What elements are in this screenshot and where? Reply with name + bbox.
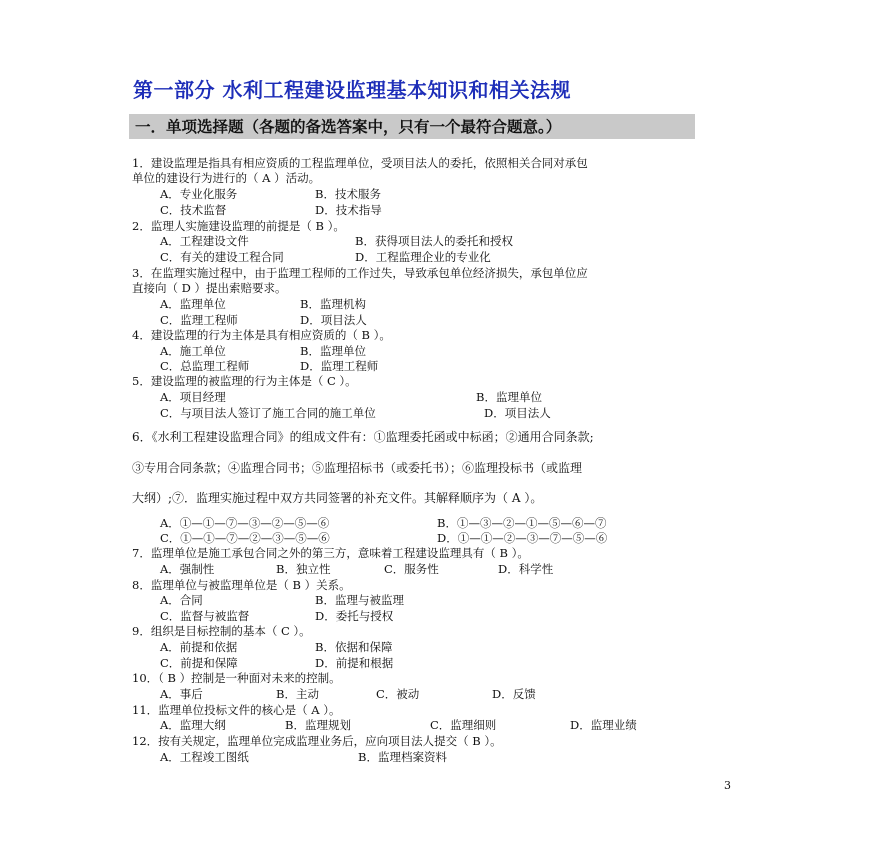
question-5-option-a: A．项目经理 <box>160 390 226 404</box>
question-2-option-d: D．工程监理企业的专业化 <box>355 250 491 264</box>
question-11-option-a: A．监理大纲 <box>160 718 226 732</box>
question-9-text: 9．组织是目标控制的基本（ C ）。 <box>132 624 311 638</box>
question-10-option-a: A．事后 <box>160 687 203 701</box>
question-3-option-d: D．项目法人 <box>300 313 367 327</box>
question-6-option-c: C．①—①—⑦—②—③—⑤—⑥ <box>160 531 330 545</box>
question-1-text-cont: 单位的建设行为进行的（ A ）活动。 <box>132 171 321 185</box>
question-10-option-d: D．反馈 <box>492 687 536 701</box>
question-12-option-a: A．工程竣工图纸 <box>160 750 249 764</box>
question-6-text-cont-1: ③专用合同条款；④监理合同书；⑤监理招标书（或委托书）；⑥监理投标书（或监理 <box>132 461 583 475</box>
question-4-text: 4．建设监理的行为主体是具有相应资质的（ B ）。 <box>132 328 391 342</box>
question-1-option-a: A．专业化服务 <box>160 187 238 201</box>
question-7-text: 7．监理单位是施工承包合同之外的第三方，意味着工程建设监理具有（ B ）。 <box>132 546 529 560</box>
question-6-text: 6．《水利工程建设监理合同》的组成文件有：①监理委托函或中标函；②通用合同条款; <box>132 430 594 444</box>
question-3-option-c: C．监理工程师 <box>160 313 238 327</box>
question-10-option-b: B．主动 <box>276 687 319 701</box>
question-9-option-b: B．依据和保障 <box>315 640 393 654</box>
question-10-option-c: C．被动 <box>376 687 420 701</box>
question-4-option-b: B．监理单位 <box>300 344 366 358</box>
question-6-option-a: A．①—①—⑦—③—②—⑤—⑥ <box>160 516 330 530</box>
question-2-option-b: B．获得项目法人的委托和授权 <box>355 234 513 248</box>
question-9-option-d: D．前提和根据 <box>315 656 394 670</box>
question-1-option-b: B．技术服务 <box>315 187 381 201</box>
question-4-option-a: A．施工单位 <box>160 344 226 358</box>
question-11-text: 11．监理单位投标文件的核心是（ A ）。 <box>132 703 341 717</box>
question-8-text: 8．监理单位与被监理单位是（ B ）关系。 <box>132 578 351 592</box>
question-3-text: 3．在监理实施过程中，由于监理工程师的工作过失，导致承包单位经济损失，承包单位应 <box>132 266 588 280</box>
question-12-option-b: B．监理档案资料 <box>358 750 447 764</box>
question-7-option-a: A．强制性 <box>160 562 215 576</box>
question-8-option-c: C．监督与被监督 <box>160 609 250 623</box>
question-7-option-d: D．科学性 <box>498 562 554 576</box>
question-7-option-b: B．独立性 <box>276 562 331 576</box>
question-3-option-a: A．监理单位 <box>160 297 226 311</box>
section-heading: 一．单项选择题（各题的备选答案中，只有一个最符合题意。） <box>129 114 695 139</box>
question-11-option-b: B．监理规划 <box>285 718 351 732</box>
question-6-text-cont-2: 大纲）;⑦．监理实施过程中双方共同签署的补充文件。其解释顺序为（ A ）。 <box>132 491 543 505</box>
question-7-option-c: C．服务性 <box>384 562 439 576</box>
question-5-option-c: C．与项目法人签订了施工合同的施工单位 <box>160 406 376 420</box>
question-1-option-d: D．技术指导 <box>315 203 382 217</box>
question-4-option-d: D．监理工程师 <box>300 359 379 373</box>
question-11-option-d: D．监理业绩 <box>570 718 637 732</box>
question-10-text: 10．（ B ）控制是一种面对未来的控制。 <box>132 671 341 685</box>
question-1-option-c: C．技术监督 <box>160 203 227 217</box>
page-title: 第一部分 水利工程建设监理基本知识和相关法规 <box>133 78 571 102</box>
question-2-option-a: A．工程建设文件 <box>160 234 249 248</box>
question-8-option-b: B．监理与被监理 <box>315 593 404 607</box>
question-9-option-c: C．前提和保障 <box>160 656 238 670</box>
question-5-text: 5．建设监理的被监理的行为主体是（ C ）。 <box>132 374 357 388</box>
question-3-option-b: B．监理机构 <box>300 297 366 311</box>
question-12-text: 12．按有关规定，监理单位完成监理业务后，应向项目法人提交（ B ）。 <box>132 734 502 748</box>
question-9-option-a: A．前提和依据 <box>160 640 238 654</box>
question-2-text: 2．监理人实施建设监理的前提是（ B ）。 <box>132 219 345 233</box>
question-2-option-c: C．有关的建设工程合同 <box>160 250 284 264</box>
question-5-option-b: B．监理单位 <box>476 390 542 404</box>
question-11-option-c: C．监理细则 <box>430 718 497 732</box>
question-3-text-cont: 直接向（ D ）提出索赔要求。 <box>132 281 287 295</box>
question-1-text: 1．建设监理是指具有相应资质的工程监理单位，受项目法人的委托，依照相关合同对承包 <box>132 156 588 170</box>
page-number: 3 <box>724 779 731 792</box>
question-8-option-a: A．合同 <box>160 593 203 607</box>
question-6-option-d: D．①—①—②—③—⑦—⑤—⑥ <box>437 531 608 545</box>
question-5-option-d: D．项目法人 <box>484 406 551 420</box>
question-4-option-c: C．总监理工程师 <box>160 359 250 373</box>
question-6-option-b: B．①—③—②—①—⑤—⑥—⑦ <box>437 516 607 530</box>
question-8-option-d: D．委托与授权 <box>315 609 394 623</box>
